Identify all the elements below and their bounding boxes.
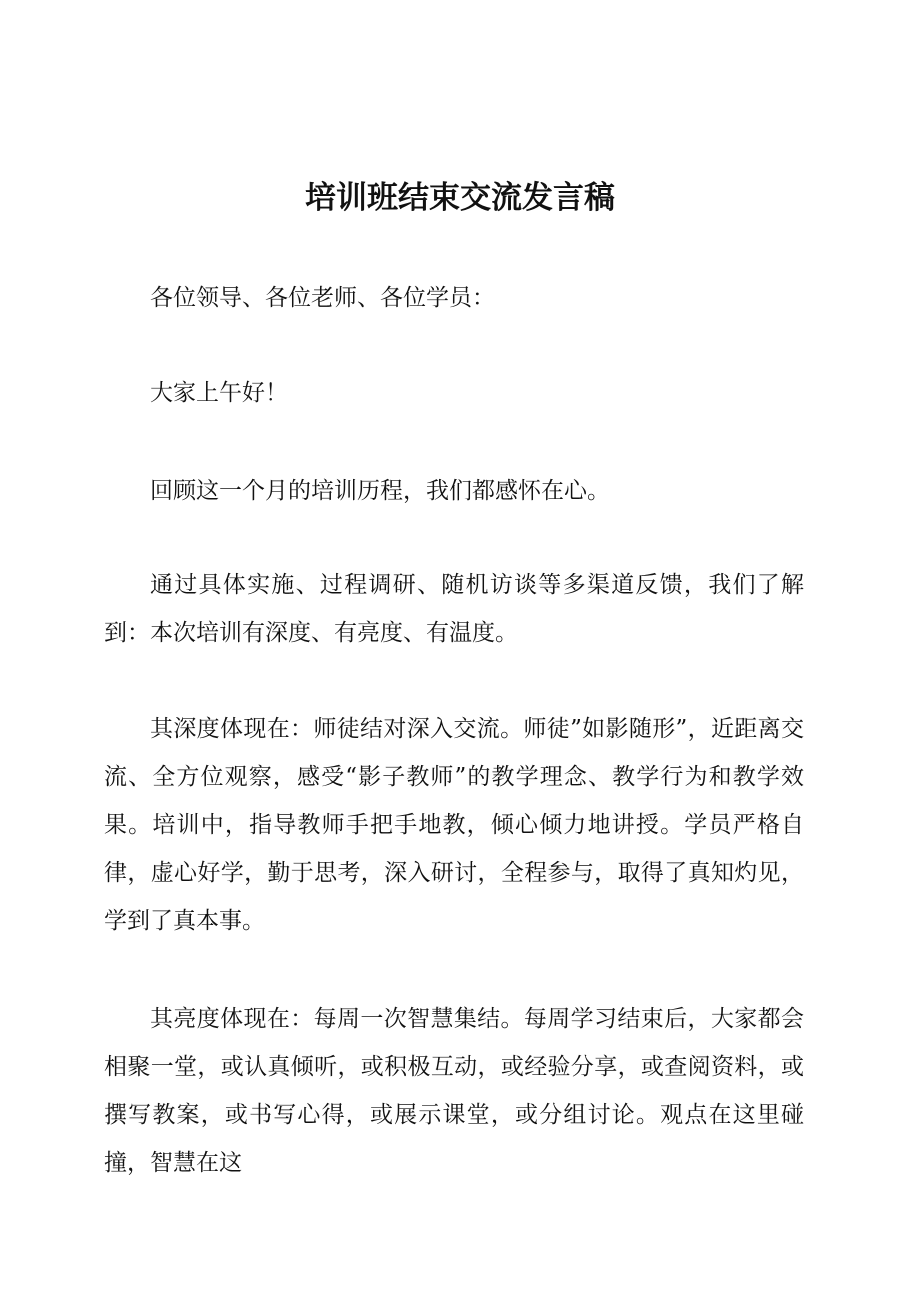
paragraph-salutation: 各位领导、各位老师、各位学员： — [150, 285, 495, 311]
paragraph-brightness: 其亮度体现在：每周一次智慧集结。每周学习结束后，大家都会相聚一堂，或认真倾听，或积极互动，或经验分享，或查阅资料，或撰写教案，或书写心得，或展示课堂，或分组讨论。观点在这里碰撞，智慧在这 — [104, 1006, 804, 1176]
paragraph-review: 回顾这一个月的培训历程，我们都感怀在心。 — [150, 478, 610, 504]
document-title: 培训班结束交流发言稿 — [305, 180, 615, 216]
paragraph-greeting: 大家上午好！ — [150, 380, 288, 406]
paragraph-feedback: 通过具体实施、过程调研、随机访谈等多渠道反馈，我们了解到：本次培训有深度、有亮度、有温度。 — [104, 572, 804, 646]
paragraph-depth: 其深度体现在：师徒结对深入交流。师徒”如影随形”，近距离交流、全方位观察，感受“影子教师”的教学理念、教学行为和教学效果。培训中，指导教师手把手地教，倾心倾力地讲授。学员严格自律，虚心好学，勤于思考，深入研讨，全程参与，取得了真知灼见，学到了真本事。 — [104, 716, 804, 934]
